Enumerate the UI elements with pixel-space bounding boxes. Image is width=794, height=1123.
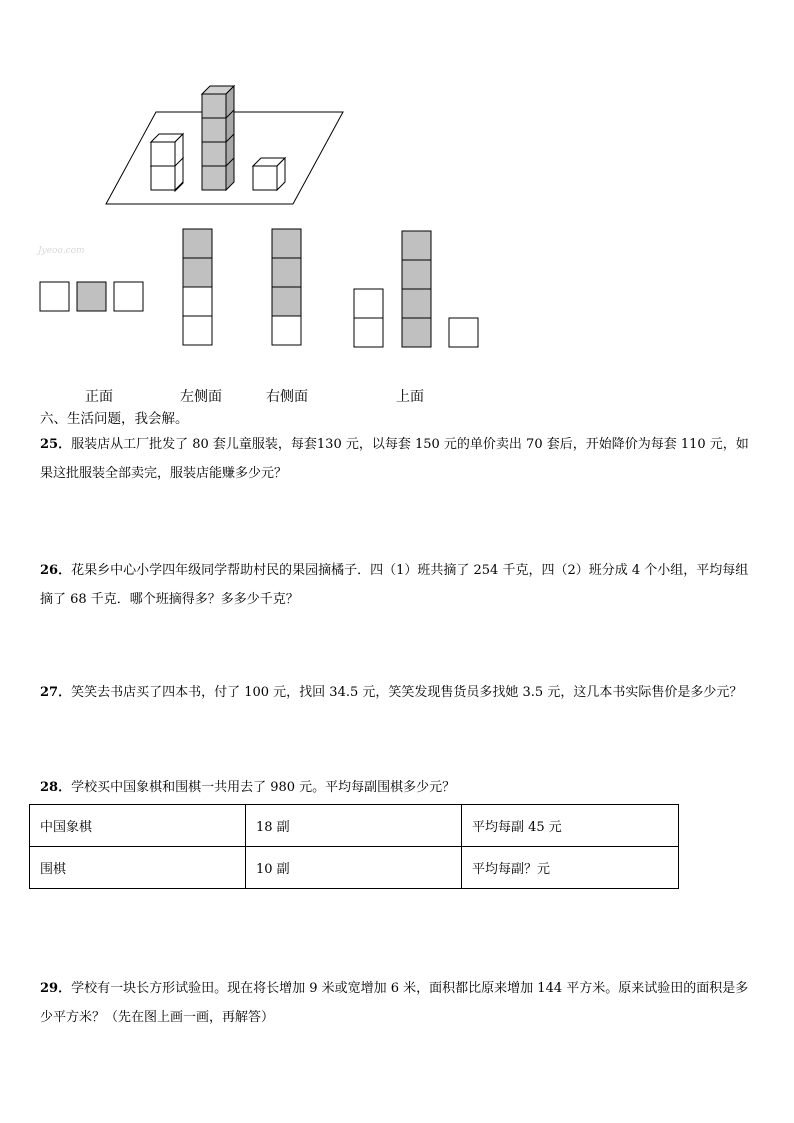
question-number: 26． <box>40 563 72 578</box>
question-25 <box>40 430 756 488</box>
question-number: 28． <box>40 780 72 795</box>
table-cell: 10 副 <box>246 847 462 889</box>
question-29 <box>40 974 756 1032</box>
front-view <box>40 282 143 311</box>
table-cell: 围棋 <box>30 847 246 889</box>
cube-figure <box>100 82 350 207</box>
table-cell: 平均每副 45 元 <box>462 805 679 847</box>
question-number: 29． <box>40 981 72 996</box>
label-front-view: 正面 <box>85 389 113 405</box>
section-title: 六、生活问题，我会解。 <box>40 411 189 427</box>
right-view <box>272 229 301 345</box>
question-27 <box>40 678 756 707</box>
question-number: 25． <box>40 437 72 452</box>
top-view <box>354 231 478 347</box>
view-drawings <box>38 227 483 349</box>
table-row <box>30 847 679 889</box>
question-28 <box>40 773 756 802</box>
left-view <box>183 229 212 345</box>
question-text: 学校有一块长方形试验田。现在将长增加 9 米或宽增加 6 米，面积都比原来增加 144 平方米。原来试验田的面积是多少平方米？（先在图上画一画，再解答） <box>40 981 749 1025</box>
chess-table <box>29 804 679 889</box>
table-cell: 平均每副？元 <box>462 847 679 889</box>
question-text: 服装店从工厂批发了 80 套儿童服装，每套130 元，以每套 150 元的单价卖出 70 套后，开始降价为每套 110 元，如果这批服装全部卖完，服装店能赚多少元？ <box>40 437 749 481</box>
question-text: 花果乡中心小学四年级同学帮助村民的果园摘橘子．四（1）班共摘了 254 千克，四（2）班分成 4 个小组，平均每组摘了 68 千克．哪个班摘得多？多多少千克？ <box>40 563 749 607</box>
question-number: 27． <box>40 685 72 700</box>
question-26 <box>40 556 756 614</box>
table-row <box>30 805 679 847</box>
label-top-view: 上面 <box>396 389 424 405</box>
watermark-text: Jyeoo.com <box>38 246 85 256</box>
table-cell: 中国象棋 <box>30 805 246 847</box>
question-text: 笑笑去书店买了四本书，付了 100 元，找回 34.5 元，笑笑发现售货员多找她 3.5 元，这几本书实际售价是多少元？ <box>71 685 743 700</box>
label-right-view: 右侧面 <box>266 389 308 405</box>
question-text: 学校买中国象棋和围棋一共用去了 980 元。平均每副围棋多少元？ <box>71 780 456 795</box>
label-left-view: 左侧面 <box>180 389 222 405</box>
table-cell: 18 副 <box>246 805 462 847</box>
